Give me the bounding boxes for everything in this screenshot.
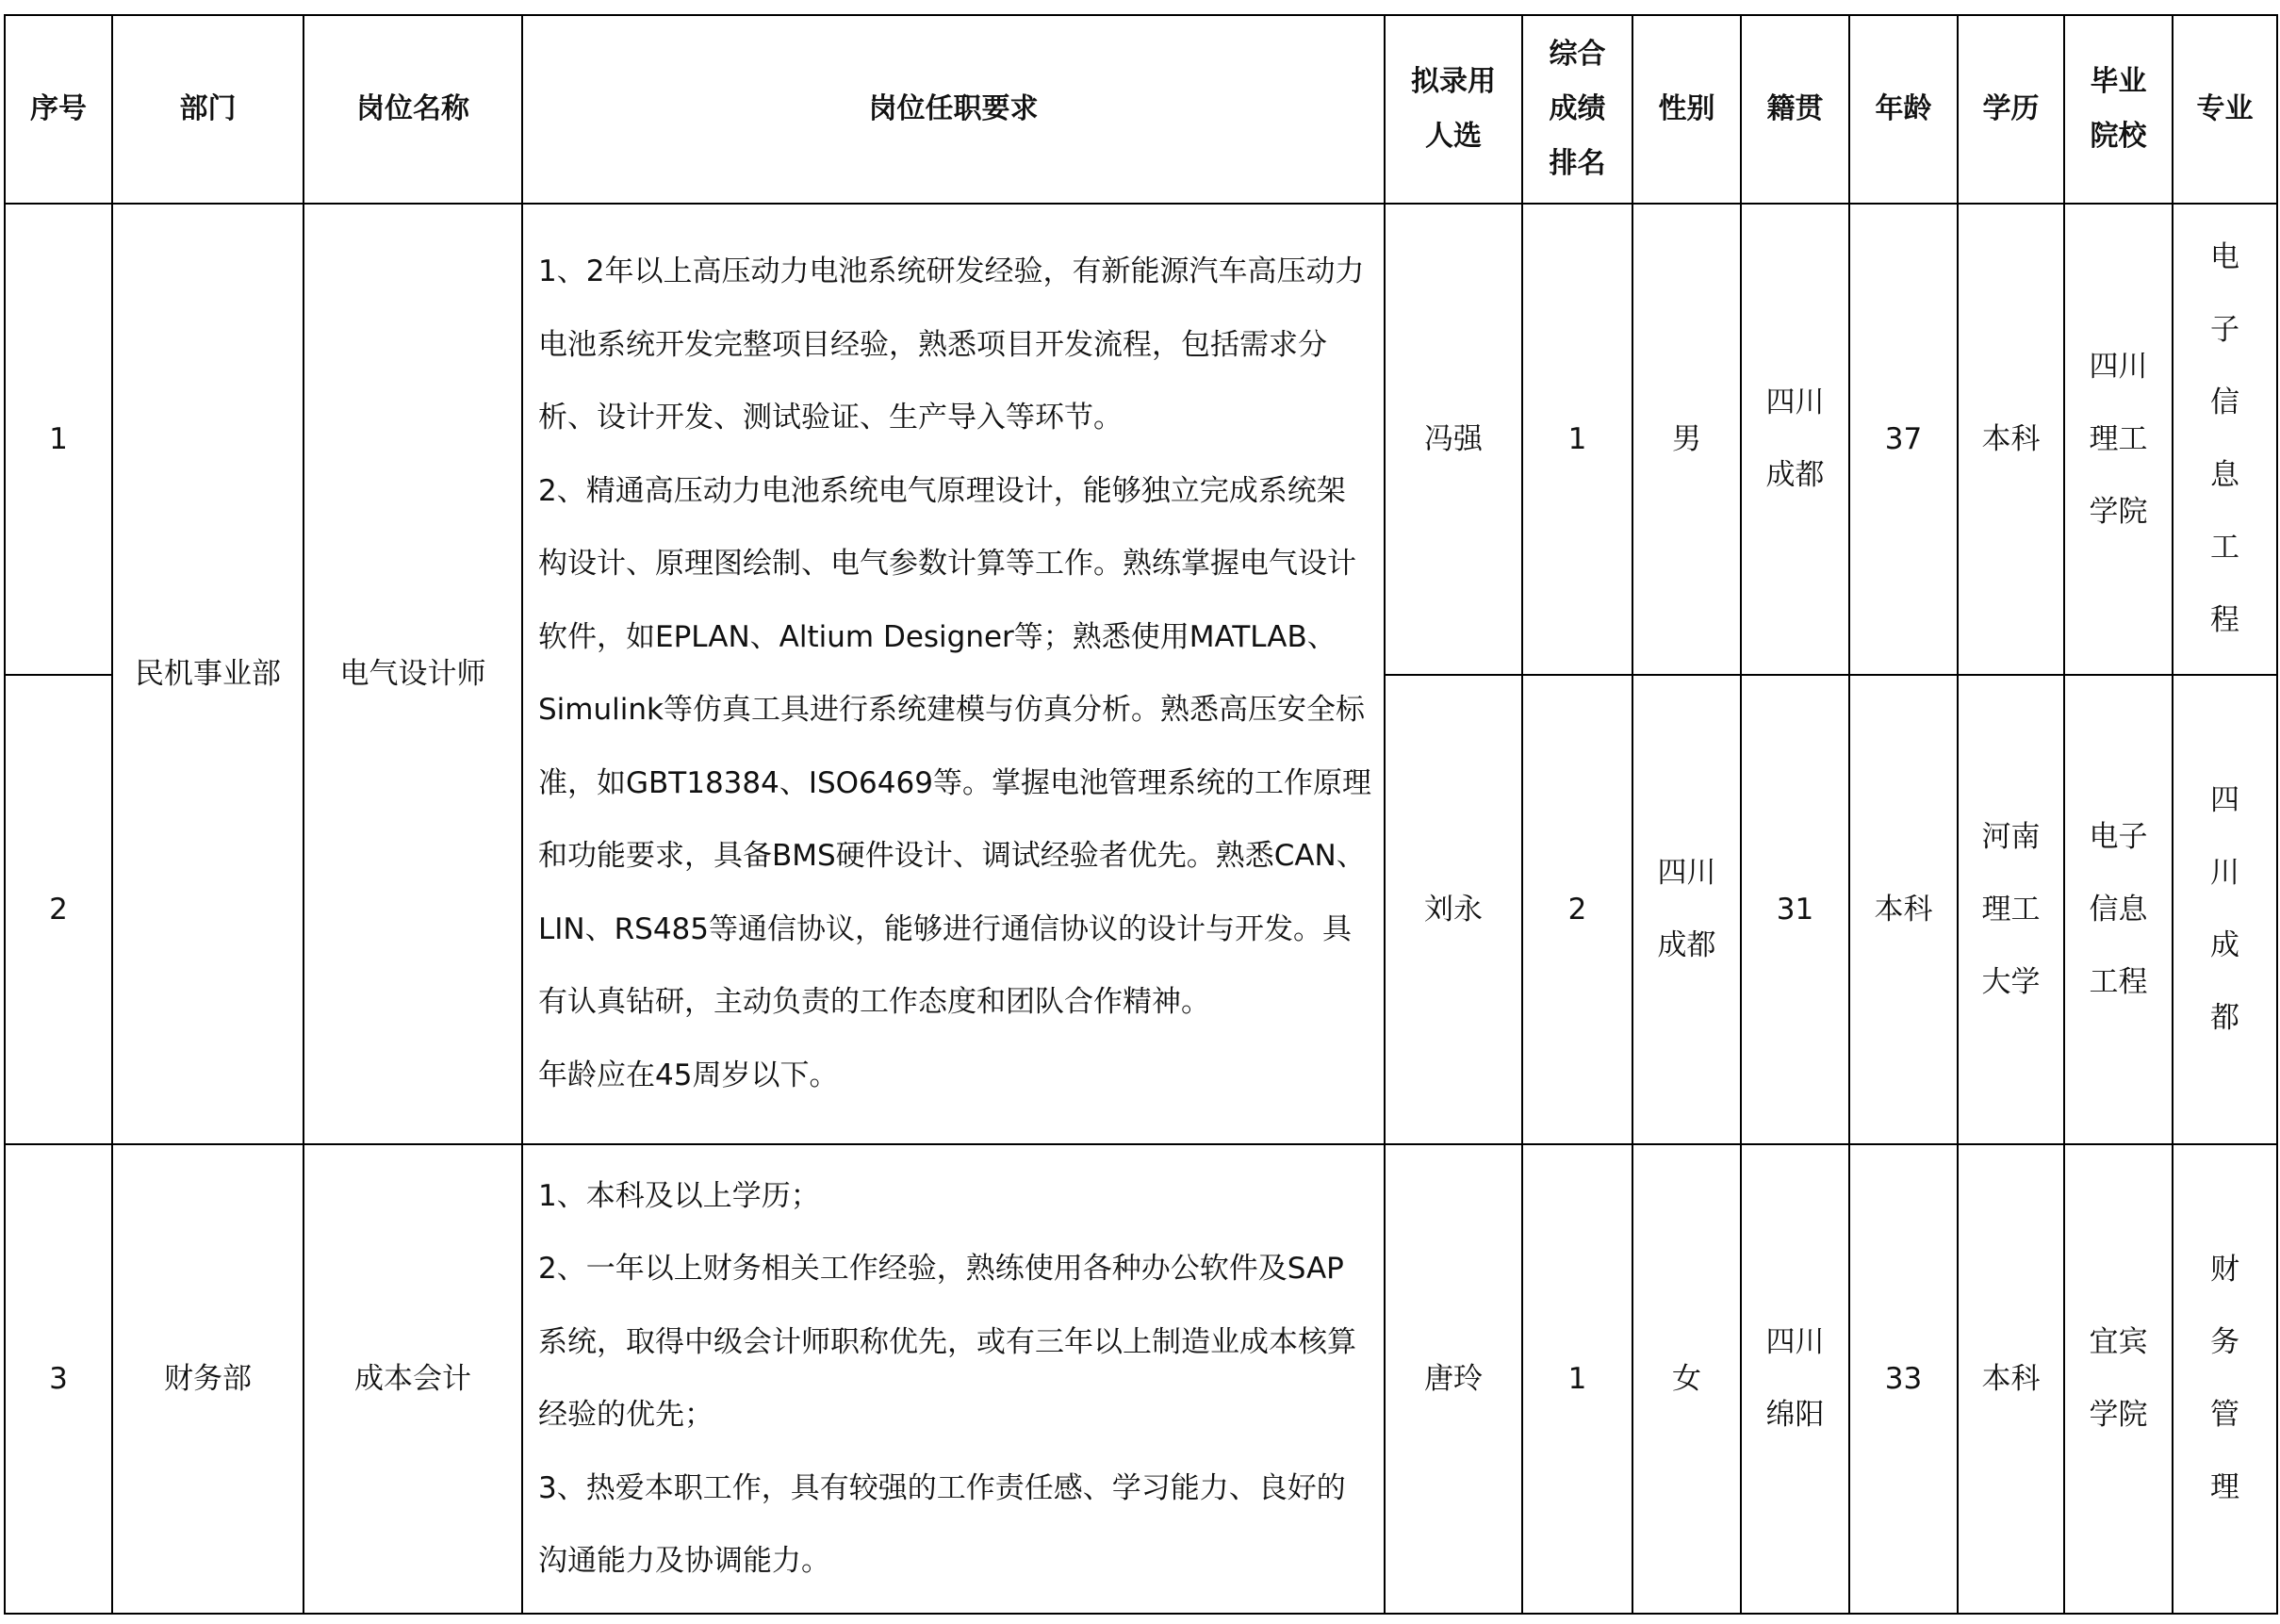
cell-gender (1632, 675, 1741, 1144)
cell-edu (1958, 675, 2064, 1144)
cell-rank: 2 (1522, 675, 1632, 1144)
cell-rank: 1 (1522, 1144, 1632, 1614)
cell-major (2173, 204, 2277, 675)
header-row (5, 15, 2277, 204)
recruitment-table (4, 14, 2278, 1615)
major-text: 电子信息工程 (2210, 240, 2239, 637)
cell-candidate: 冯强 (1385, 204, 1522, 675)
cell-dept: 财务部 (112, 1144, 303, 1614)
cell-requirements (522, 1144, 1385, 1614)
school-text: 电子信息工程 (2089, 819, 2148, 999)
cell-no: 3 (5, 1144, 112, 1614)
cell-origin (1741, 1144, 1849, 1614)
cell-age: 本科 (1849, 675, 1958, 1144)
header-rank: 综合成绩排名 (1522, 15, 1632, 204)
cell-age: 33 (1849, 1144, 1958, 1614)
header-requirements: 岗位任职要求 (522, 15, 1385, 204)
header-no: 序号 (5, 15, 112, 204)
header-origin: 籍贯 (1741, 15, 1849, 204)
cell-post: 电气设计师 (303, 204, 522, 1144)
cell-requirements (522, 204, 1385, 1144)
cell-candidate: 唐玲 (1385, 1144, 1522, 1614)
cell-edu: 本科 (1958, 1144, 2064, 1614)
cell-major (2173, 675, 2277, 1144)
requirement-item: 3、热爱本职工作，具有较强的工作责任感、学习能力、良好的沟通能力及协调能力。 (538, 1470, 1346, 1578)
cell-gender: 男 (1632, 204, 1741, 675)
requirement-item: 1、2年以上高压动力电池系统研发经验，有新能源汽车高压动力电池系统开发完整项目经验，熟悉项目开发流程，包括需求分析、设计开发、测试验证、生产导入等环节。 (538, 254, 1365, 435)
header-candidate: 拟录用人选 (1385, 15, 1522, 204)
cell-post: 成本会计 (303, 1144, 522, 1614)
cell-no: 1 (5, 204, 112, 675)
cell-candidate: 刘永 (1385, 675, 1522, 1144)
header-dept: 部门 (112, 15, 303, 204)
cell-gender: 女 (1632, 1144, 1741, 1614)
cell-age: 37 (1849, 204, 1958, 675)
school-text: 宜宾学院 (2089, 1325, 2148, 1432)
school-text: 四川理工学院 (2089, 349, 2148, 529)
cell-school (2064, 675, 2173, 1144)
header-major: 专业 (2173, 15, 2277, 204)
header-edu: 学历 (1958, 15, 2064, 204)
cell-school (2064, 1144, 2173, 1614)
cell-dept: 民机事业部 (112, 204, 303, 1144)
requirement-item: 年龄应在45周岁以下。 (538, 1058, 839, 1092)
cell-origin (1741, 204, 1849, 675)
table-row (5, 1144, 2277, 1614)
gender-text: 四川成都 (1657, 856, 1716, 962)
major-text: 财务管理 (2210, 1253, 2239, 1504)
header-post: 岗位名称 (303, 15, 522, 204)
header-school: 毕业院校 (2064, 15, 2173, 204)
origin-text: 四川绵阳 (1765, 1325, 1825, 1432)
origin-text: 四川成都 (1765, 385, 1825, 492)
requirement-item: 1、本科及以上学历； (538, 1178, 820, 1213)
requirement-item: 2、一年以上财务相关工作经验，熟练使用各种办公软件及SAP系统，取得中级会计师职称优先，或有三年以上制造业成本核算经验的优先； (538, 1252, 1356, 1432)
cell-origin: 31 (1741, 675, 1849, 1144)
major-text: 四川成都 (2210, 783, 2239, 1035)
table-row (5, 204, 2277, 675)
cell-school (2064, 204, 2173, 675)
edu-text: 河南理工大学 (1981, 819, 2041, 999)
cell-no: 2 (5, 675, 112, 1144)
cell-rank: 1 (1522, 204, 1632, 675)
header-gender: 性别 (1632, 15, 1741, 204)
cell-edu: 本科 (1958, 204, 2064, 675)
header-age: 年龄 (1849, 15, 1958, 204)
cell-major (2173, 1144, 2277, 1614)
requirement-item: 2、精通高压动力电池系统电气原理设计，能够独立完成系统架构设计、原理图绘制、电气参数计算等工作。熟练掌握电气设计软件，如EPLAN、Altium Designer等；熟悉使用MATLAB、Simulink等仿真工具进行系统建模与仿真分析。熟悉高压安全标准，如GBT18384、ISO6469等。掌握电池管理系统的工作原理和功能要求，具备BMS硬件设计、调试经验者优先。熟悉CAN、LIN、RS485等通信协议，能够进行通信协议的设计与开发。具有认真钻研，主动负责的工作态度和团队合作精神。 (538, 473, 1371, 1019)
